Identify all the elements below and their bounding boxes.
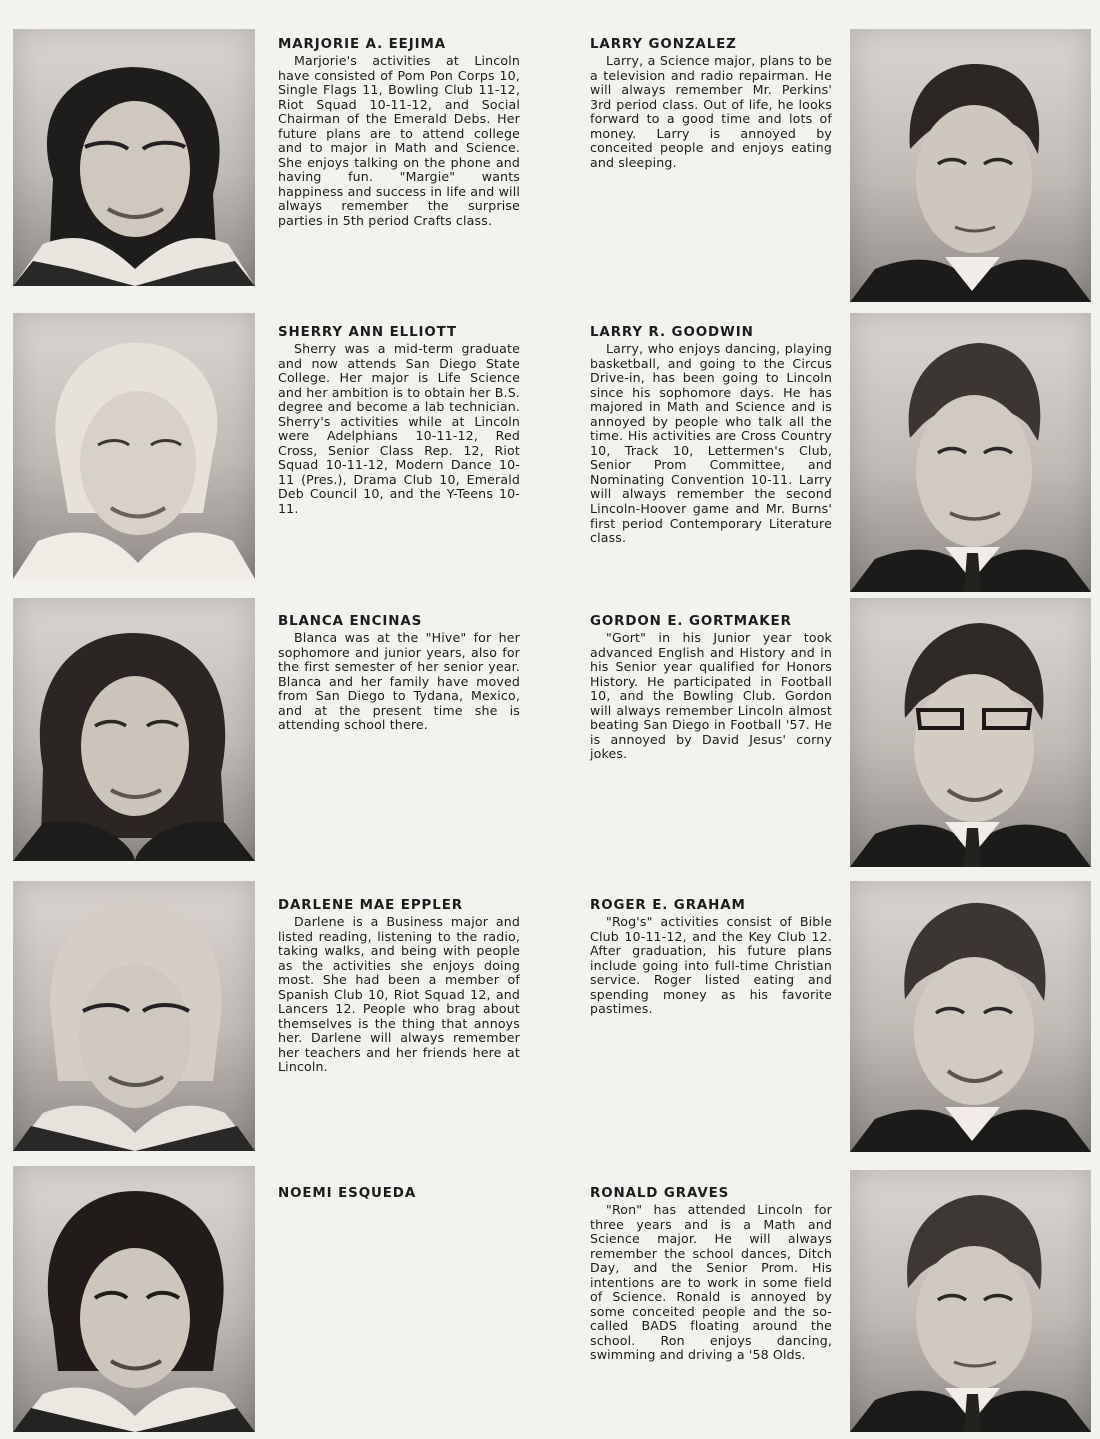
entry-eppler — [278, 898, 520, 1075]
student-name: BLANCA ENCINAS — [278, 614, 423, 629]
portrait-photo-encinas — [13, 598, 255, 861]
entry-graham — [590, 898, 832, 1017]
entry-goodwin — [590, 325, 832, 546]
student-bio: Larry, who enjoys dancing, playing basketball, and going to the Circus Drive-in, has been going to Lincoln since his sophomore days. He has majored in Math and Science and is annoyed by people who talk all the time. His activities are Cross Country 10, Track 10, Lettermen's Club, Senior Prom Committee, and Nominating Convention 10-11. Larry will always remember the second Lincoln-Hoover game and Mr. Burns' first period Contemporary Literature class. — [590, 341, 832, 546]
student-name: ROGER E. GRAHAM — [590, 898, 746, 913]
portrait-photo-graves — [850, 1170, 1091, 1432]
entry-elliott — [278, 325, 520, 517]
portrait-photo-gonzalez — [850, 29, 1091, 302]
entry-eejima — [278, 37, 520, 229]
student-bio: "Rog's" activities consist of Bible Club 10-11-12, and the Key Club 12. After graduation, his future plans include going into full-time Christian service. Roger listed eating and spending money as his favorite pastimes. — [590, 914, 832, 1017]
entry-gonzalez — [590, 37, 832, 170]
student-name: DARLENE MAE EPPLER — [278, 898, 463, 913]
entry-graves — [590, 1186, 832, 1363]
portrait-photo-esqueda — [13, 1166, 255, 1432]
portrait-photo-eppler — [13, 881, 255, 1151]
portrait-photo-elliott — [13, 313, 255, 579]
student-name: NOEMI ESQUEDA — [278, 1186, 417, 1201]
student-name: SHERRY ANN ELLIOTT — [278, 325, 458, 340]
portrait-photo-gortmaker — [850, 598, 1091, 867]
student-name: LARRY GONZALEZ — [590, 37, 737, 52]
student-bio: Blanca was at the "Hive" for her sophomore and junior years, also for the first semester of her senior year. Blanca and her family have moved from San Diego to Tydana, Mexico, and at the present time she is attending school there. — [278, 630, 520, 733]
portrait-photo-goodwin — [850, 313, 1091, 592]
portrait-photo-eejima — [13, 29, 255, 286]
student-name: GORDON E. GORTMAKER — [590, 614, 792, 629]
student-bio: "Gort" in his Junior year took advanced English and History and in his Senior year qualified for Honors History. He participated in Football 10, and the Bowling Club. Gordon will always remember Lincoln almost beating San Diego in Football '57. He is annoyed by David Jesus' corny jokes. — [590, 630, 832, 762]
student-name: LARRY R. GOODWIN — [590, 325, 754, 340]
student-name: RONALD GRAVES — [590, 1186, 730, 1201]
portrait-photo-graham — [850, 881, 1091, 1152]
student-bio: Marjorie's activities at Lincoln have consisted of Pom Pon Corps 10, Single Flags 11, Bowling Club 11-12, Riot Squad 10-11-12, and Social Chairman of the Emerald Debs. Her future plans are to attend college and to major in Math and Science. She enjoys talking on the phone and having fun. "Margie" wants happiness and success in life and will always remember the surprise parties in 5th period Crafts class. — [278, 53, 520, 229]
student-bio: Larry, a Science major, plans to be a television and radio repairman. He will always remember Mr. Perkins' 3rd period class. Out of life, he looks forward to a good time and lots of money. Larry is annoyed by conceited people and enjoys eating and sleeping. — [590, 53, 832, 170]
entry-gortmaker — [590, 614, 832, 762]
entry-esqueda — [278, 1186, 520, 1203]
student-bio: "Ron" has attended Lincoln for three years and is a Math and Science major. He will always remember the school dances, Ditch Day, and the Senior Prom. His intentions are to work in some field of Science. Ronald is annoyed by some conceited people and the so-called BADS floating around the school. Ron enjoys dancing, swimming and driving a '58 Olds. — [590, 1202, 832, 1363]
student-bio: Sherry was a mid-term graduate and now attends San Diego State College. Her major is Life Science and her ambition is to obtain her B.S. degree and become a lab technician. Sherry's activities while at Lincoln were Adelphians 10-11-12, Red Cross, Senior Class Rep. 12, Riot Squad 10-11-12, Modern Dance 10-11 (Pres.), Drama Club 10, Emerald Deb Council 10, and the Y-Teens 10-11. — [278, 341, 521, 517]
entry-encinas — [278, 614, 520, 733]
student-name: MARJORIE A. EEJIMA — [278, 37, 446, 52]
student-bio: Darlene is a Business major and listed reading, listening to the radio, taking walks, and being with people as the activities she enjoys doing most. She had been a member of Spanish Club 10, Riot Squad 12, and Lancers 12. People who brag about themselves is the thing that annoys her. Darlene will always remember her teachers and her friends here at Lincoln. — [278, 914, 520, 1075]
